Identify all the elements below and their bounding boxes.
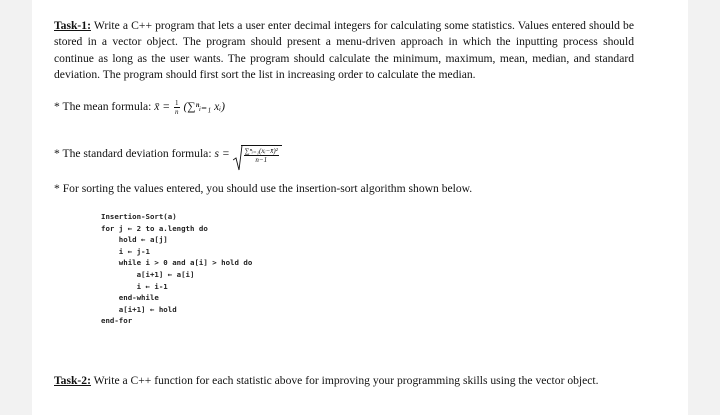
code-line: i ← j-1 — [101, 246, 150, 256]
mean-formula-line — [54, 99, 225, 116]
code-line: a[i+1] ← a[i] — [101, 269, 195, 279]
sd-formula-lhs: s = — [214, 147, 230, 161]
code-line: Insertion-Sort(a) — [101, 212, 177, 221]
sqrt-sign-icon — [233, 145, 243, 171]
task2-paragraph — [54, 374, 654, 387]
code-line: a[i+1] ← hold — [101, 304, 177, 314]
code-line: i ← i-1 — [101, 281, 168, 291]
sd-formula-line — [54, 145, 282, 164]
sd-formula-label: * The standard deviation formula: — [54, 147, 212, 161]
mean-frac-num: 1 — [175, 99, 179, 107]
task2-text: Write a C++ function for each statistic above for improving your programming skills using the vector object. — [93, 374, 599, 387]
code-line: for j ← 2 to a.length do — [101, 223, 208, 233]
mean-formula-lhs: x̄ = — [154, 100, 171, 114]
sqrt-radical — [233, 145, 282, 164]
code-line: end-while — [101, 293, 159, 303]
sd-formula-fraction — [244, 147, 279, 164]
mean-formula-fraction — [174, 99, 180, 116]
sd-frac-num: ∑ⁿᵢ₌₁(xᵢ−x̄)² — [244, 147, 278, 155]
code-line: end-for — [101, 316, 133, 326]
mean-formula-label: * The mean formula: — [54, 100, 152, 114]
sorting-note: * For sorting the values entered, you should use the insertion-sort algorithm shown below. — [54, 182, 473, 195]
task2-label: Task-2: — [54, 374, 91, 387]
mean-frac-den: n — [175, 108, 179, 116]
task1-label: Task-1: — [54, 19, 91, 32]
task1-paragraph — [54, 18, 634, 84]
sd-frac-den: n−1 — [255, 156, 268, 164]
task1-text: Write a C++ program that lets a user enter decimal integers for calculating some statistics. Values entered should be stored in a vector object. The program should present a menu-driven approach in which the inputting process should continue as long as the user wants. The program should calculate the minimum, maximum, mean, median, and standard deviation. The program should first sort the list in increasing order to calculate the median. — [54, 19, 634, 82]
code-line: while i > 0 and a[i] > hold do — [101, 258, 253, 268]
insertion-sort-pseudocode — [101, 211, 252, 327]
code-line: hold ← a[j] — [101, 235, 168, 245]
mean-formula-expr: (∑ⁿᵢ₌₁ xᵢ) — [183, 100, 225, 114]
